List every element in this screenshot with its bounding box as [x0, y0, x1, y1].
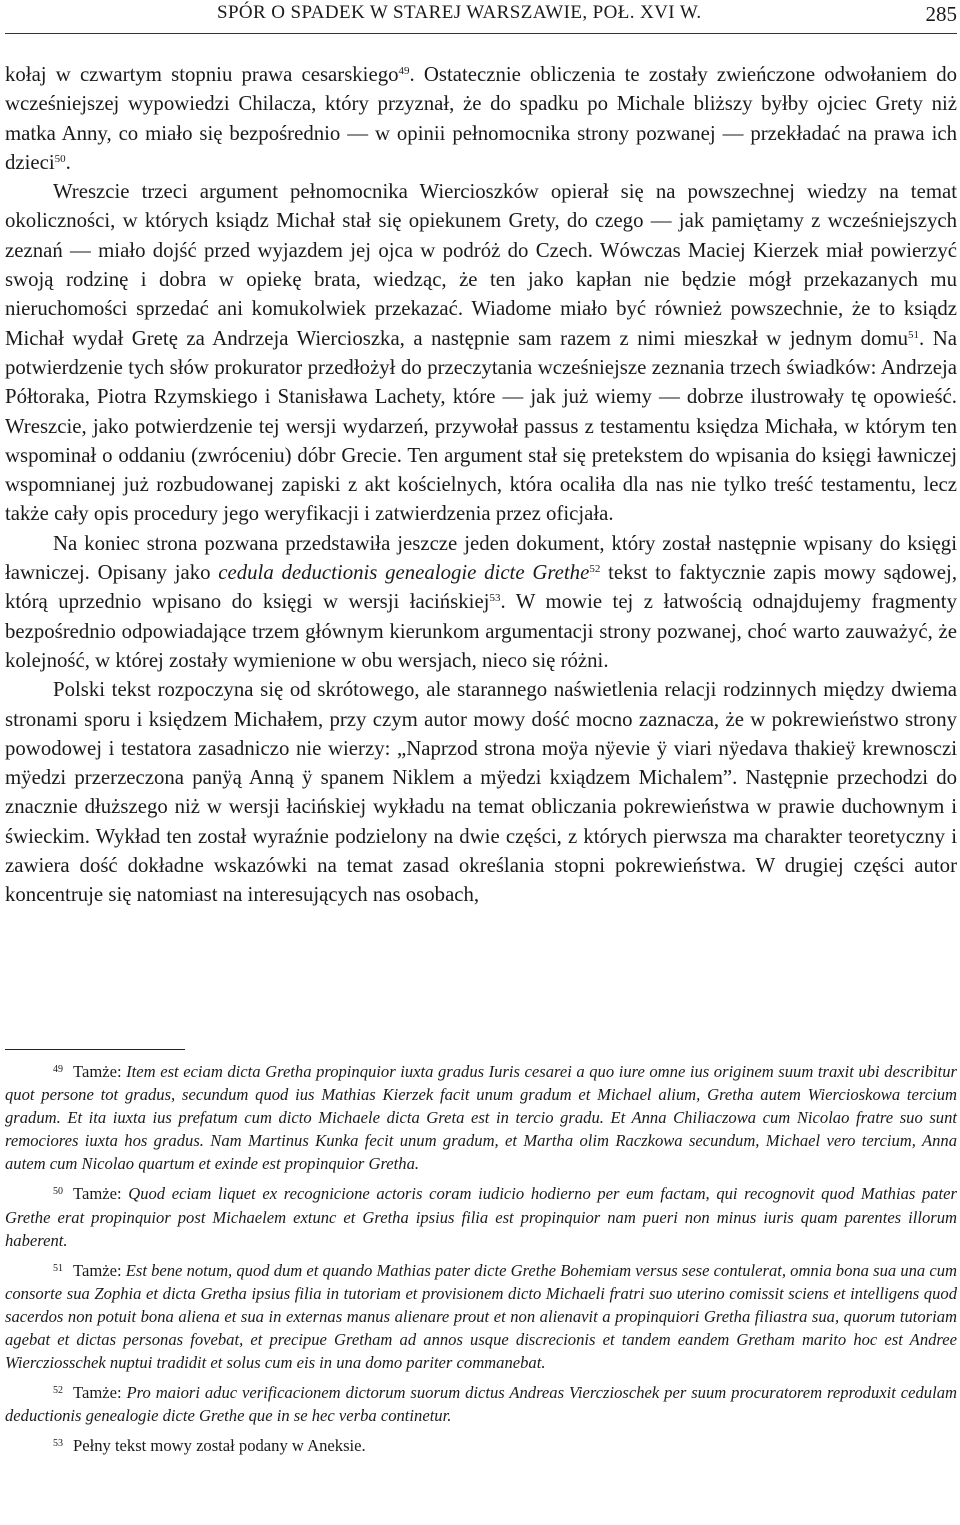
paragraph-4: Polski tekst rozpoczyna się od skrótowego, ale starannego naświetlenia relacji rodzinnych między dwiema stronami sporu i księdzem Michałem, przy czym autor mowy dość mocno zaznacza, że w pokrewieństwo strony powodowej i testatora zasadniczo nie wierzy: „Naprzod strona moÿa nÿevie ÿ viari nÿedava thakieÿ krewnosczi mÿedzi przerzeczona panÿą Anną ÿ spanem Niklem a mÿedzi kxiądzem Michalem”. Następnie przechodzi do znacznie dłuższego niż w wersji łacińskiej wykładu na temat obliczania pokrewieństwa w prawie duchownym i świeckim. Wykład ten został wyraźnie podzielony na dwie części, z których pierwsza ma charakter teoretyczny i zawiera dość dokładne wskazówki na temat zasad określania stopni pokrewieństwa. W drugiej części autor koncentruje się natomiast na interesujących nas osobach,: [5, 678, 957, 907]
footnote-lead: Pełny tekst mowy został podany w Aneksie.: [73, 1436, 366, 1456]
page-number: 285: [925, 2, 957, 26]
footnote-lead: Tamże:: [73, 1383, 127, 1403]
paragraph-3-italic-title: cedula deductionis genealogie dicte Grethe: [218, 561, 590, 585]
paragraph-2: [5, 177, 957, 529]
footnote-52: [5, 1381, 957, 1427]
footnote-lead: Tamże:: [73, 1184, 129, 1204]
paragraph-1: [5, 60, 957, 177]
footnote-number: 51: [53, 1262, 63, 1274]
footnote-lead: Tamże:: [73, 1062, 127, 1081]
footnote-ref-52[interactable]: 52: [589, 563, 601, 576]
header-rule: [5, 33, 957, 34]
footnotes: [5, 1060, 957, 1465]
paragraph-3-text-b: tekst to faktycznie zapis mowy sądowej, którą uprzednio wpisano do księgi w wersji łacińskiej: [5, 561, 958, 614]
paragraph-1-text-b: . Ostatecznie obliczenia te zostały zwieńczone odwołaniem do wcześniejszej wypowiedzi Chilacza, który przyznał, że do spadku po Michale bliższy byłby ojciec Grety niż matka Anny, co miało się bezpośrednio — w opinii pełnomocnika strony pozwanej — przekładać na prawa ich dzieci: [5, 63, 957, 174]
paragraph-3: [5, 529, 957, 675]
footnote-51: [5, 1259, 957, 1374]
footnote-ref-50[interactable]: 50: [54, 152, 66, 165]
paragraph-3-text-a: Na koniec strona pozwana przedstawiła jeszcze jeden dokument, który został następnie wpisany do księgi ławniczej. Opisany jako: [5, 531, 957, 585]
footnote-50: [5, 1182, 957, 1251]
paragraph-1-text-a: kołaj w czwartym stopniu prawa cesarskiego: [5, 63, 399, 86]
running-head: [5, 2, 957, 32]
footnote-number: 52: [53, 1385, 63, 1397]
body-text: [5, 60, 957, 910]
footnote-number: 50: [53, 1186, 63, 1198]
paragraph-3-text-c: . W mowie tej z łatwością odnajdujemy fragmenty bezpośrednio odpowiadające trzem głównym kierunkom argumentacji strony pozwanej, choć warto zauważyć, że kolejność, w której zostały wymienione w obu wersjach, nieco się różni.: [5, 590, 957, 672]
footnote-quote: Pro maiori aduc verificacionem dictorum suorum dictus Andreas Vierczioschek per suum procuratorem reproduxit cedulam deductionis genealogie dicte Grethe que in se hec verba continetur.: [5, 1383, 957, 1426]
footnote-ref-53[interactable]: 53: [489, 592, 501, 605]
paragraph-2-text-a: Wreszcie trzeci argument pełnomocnika Wiercioszków opierał się na powszechnej wiedzy na temat okoliczności, w których ksiądz Michał stał się opiekunem Grety, do czego — jak pamiętamy z wcześniejszych zeznań — miało dojść przed wyjazdem jej ojca w podróż do Czech. Wówczas Maciej Kierzek miał powierzyć swoją rodzinę i dobra w opiekę brata, wiedząc, że ten jako kapłan nie będzie mógł przekazanych mu nieruchomości sprzedać ani komukolwiek przekazać. Wiadome miało być również powszechnie, że to ksiądz Michał wydał Gretę za Andrzeja Wiercioszka, a następnie sam razem z nimi mieszkał w jednym domu: [5, 180, 957, 350]
footnote-number: 53: [53, 1438, 63, 1450]
footnote-quote: Est bene notum, quod dum et quando Mathias pater dicte Grethe Bohemiam versus sese contulerat, omnia bona sua una cum consorte sua Zophia et dicta Gretha ipsius filia in tutoriam et provisionem dicto Michaeli fratri suo uterino comissit sciens et intelligens quod sacerdos non potuit bona aliena et sua in externas manus alienare prout et non alienavit a propinquiori Gretha filiastra sua, quorum tutoriam agebat et dictas personas fovebat, et precipue Gretham ad annos usque discrecionis et tandem eandem Gretham marito hoc est Andree Wiercziosschek nuptui tradidit et solus cum eis in una domo pariter commanebat.: [5, 1260, 958, 1373]
footnote-quote: Item est eciam dicta Gretha propinquior iuxta gradus Iuris cesarei a quo iure omne ius originem suum traxit ubi describitur quot persone tot gradus, secundum quod ius Mathias Kierzek facit unum gradum et Michael alium, Gretha autem Wiercioskowa tercium gradum. Et ita iuxta ius prefatum cum dicto Michaele dicta Greta est in tercio gradu. Et Anna Chiliaczowa cum Nicolao fratre suo sunt remociores iuxta hos gradus. Nam Martinus Kunka fecit unum gradum, et Martha olim Raczkowa secundum, Michael vero tercium, Anna autem cum Nicolao quartum et exinde est propinquior Gretha.: [5, 1062, 957, 1174]
footnote-quote: Quod eciam liquet ex recognicione actoris coram iudicio hodierno per eum factam, qui recognovit quod Mathias pater Grethe erat propinquior post Michaelem extunc et Gretha ipsius filia est propinquior nam pueri non minus iuris quam parentes illorum haberent.: [5, 1184, 957, 1250]
paragraph-2-text-b: . Na potwierdzenie tych słów prokurator przedłożył do przeczytania wcześniejsze zeznania trzech świadków: Andrzeja Półtoraka, Piotra Rzymskiego i Stanisława Lachety, które — jak już wiemy — dobrze ilustrowały tę opowieść. Wreszcie, jako potwierdzenie tej wersji wydarzeń, przywołał passus z testamentu księdza Michała, w którym ten wspominał o oddaniu (zwróceniu) dóbr Grecie. Ten argument stał się pretekstem do wpisania do księgi ławniczej wspomnianej już rozbudowanej zapiski z akt kościelnych, która ocaliła dla nas nie tylko treść testamentu, lecz także cały opis procedury jego weryfikacji i zatwierdzenia przez oficjała.: [5, 326, 957, 526]
footnote-number: 49: [53, 1064, 63, 1075]
footnote-ref-51[interactable]: 51: [908, 328, 920, 341]
paragraph-1-text-c: .: [65, 150, 71, 174]
footnote-ref-49[interactable]: 49: [398, 65, 410, 77]
footnote-53: [5, 1434, 957, 1457]
footnote-lead: Tamże:: [73, 1260, 126, 1280]
footnote-49: [5, 1060, 957, 1175]
footnote-rule: [5, 1049, 185, 1050]
running-title: SPÓR O SPADEK W STAREJ WARSZAWIE, POŁ. XVI W.: [217, 2, 702, 23]
